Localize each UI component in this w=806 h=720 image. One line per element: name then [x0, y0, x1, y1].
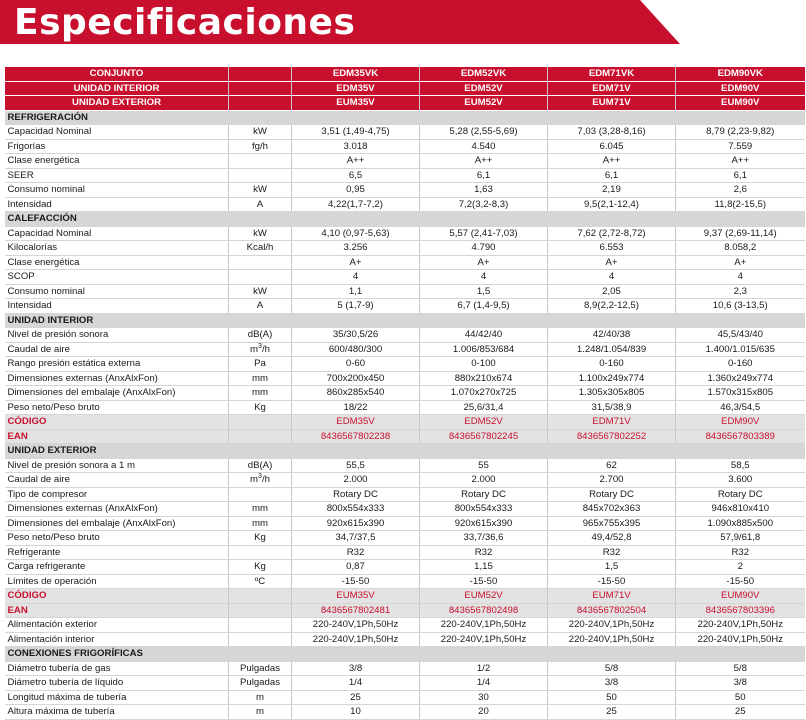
row-label: Intensidad: [5, 197, 229, 212]
value-cell: A+: [676, 255, 805, 270]
row-label: Dimensiones externas (AnxAlxFon): [5, 371, 229, 386]
model-cell: EDM90VK: [676, 67, 805, 81]
unit-cell: [229, 415, 292, 430]
value-cell: 3.018: [292, 139, 420, 154]
row-label: Dimensiones externas (AnxAlxFon): [5, 502, 229, 517]
title-banner: [0, 0, 806, 50]
value-cell: 880x210x674: [420, 371, 548, 386]
row-label: Alimentación interior: [5, 632, 229, 647]
unit-cell: mm: [229, 386, 292, 401]
value-cell: 2.000: [292, 473, 420, 488]
value-cell: 10: [292, 705, 420, 720]
value-cell: 1.090x885x500: [676, 516, 805, 531]
table-row: [5, 502, 805, 517]
row-label: Capacidad Nominal: [5, 226, 229, 241]
value-cell: 44/42/40: [420, 328, 548, 343]
row-label: Peso neto/Peso bruto: [5, 400, 229, 415]
value-cell: 220-240V,1Ph,50Hz: [420, 618, 548, 633]
value-cell: 25: [292, 690, 420, 705]
value-cell: 1.248/1.054/839: [548, 342, 676, 357]
value-cell: 5,57 (2,41-7,03): [420, 226, 548, 241]
value-cell: 220-240V,1Ph,50Hz: [676, 632, 805, 647]
value-cell: R32: [548, 545, 676, 560]
unit-cell: kW: [229, 125, 292, 140]
value-cell: 8,79 (2,23-9,82): [676, 125, 805, 140]
code-row: [5, 415, 805, 430]
unit-cell: A: [229, 197, 292, 212]
value-cell: 600/480/300: [292, 342, 420, 357]
unit-cell: [229, 618, 292, 633]
unit-cell: A: [229, 299, 292, 314]
value-cell: A+: [420, 255, 548, 270]
table-row: [5, 545, 805, 560]
value-cell: Rotary DC: [548, 487, 676, 502]
unit-cell: [229, 603, 292, 618]
value-cell: 25,6/31,4: [420, 400, 548, 415]
value-cell: A++: [292, 154, 420, 169]
code-value: EUM90V: [676, 589, 805, 604]
value-cell: 9,5(2,1-12,4): [548, 197, 676, 212]
value-cell: 3.600: [676, 473, 805, 488]
unit-cell: ºC: [229, 574, 292, 589]
value-cell: 0,87: [292, 560, 420, 575]
page-title: Especificaciones: [14, 2, 356, 43]
value-cell: 1/4: [420, 676, 548, 691]
value-cell: 3/8: [676, 676, 805, 691]
value-cell: 1/4: [292, 676, 420, 691]
value-cell: 3,51 (1,49-4,75): [292, 125, 420, 140]
header-row: [5, 67, 805, 81]
ean-value: 8436567802504: [548, 603, 676, 618]
row-label: Límites de operación: [5, 574, 229, 589]
value-cell: 50: [548, 690, 676, 705]
value-cell: 46,3/54,5: [676, 400, 805, 415]
unit-cell: Kcal/h: [229, 241, 292, 256]
unit-cell: [229, 154, 292, 169]
code-value: EDM52V: [420, 415, 548, 430]
value-cell: -15-50: [548, 574, 676, 589]
code-value: EDM90V: [676, 415, 805, 430]
value-cell: 220-240V,1Ph,50Hz: [548, 632, 676, 647]
model-cell: EDM71V: [548, 81, 676, 96]
value-cell: 5 (1,7-9): [292, 299, 420, 314]
row-label: Intensidad: [5, 299, 229, 314]
table-row: [5, 241, 805, 256]
value-cell: 5,28 (2,55-5,69): [420, 125, 548, 140]
section-title: REFRIGERACIÓN: [5, 110, 805, 125]
table-row: [5, 705, 805, 720]
value-cell: 18/22: [292, 400, 420, 415]
model-cell: EUM90V: [676, 96, 805, 111]
value-cell: 4: [676, 270, 805, 285]
model-cell: EDM35VK: [292, 67, 420, 81]
value-cell: 5/8: [548, 661, 676, 676]
value-cell: 2: [676, 560, 805, 575]
unit-cell: Pulgadas: [229, 676, 292, 691]
code-label: CÓDIGO: [5, 415, 229, 430]
row-label: Diámetro tubería de líquido: [5, 676, 229, 691]
row-label: Refrigerante: [5, 545, 229, 560]
value-cell: 25: [676, 705, 805, 720]
model-cell: EUM35V: [292, 96, 420, 111]
row-label: Diámetro tubería de gas: [5, 661, 229, 676]
unit-cell: dB(A): [229, 458, 292, 473]
unit-cell: [229, 487, 292, 502]
model-cell: EDM52VK: [420, 67, 548, 81]
section-title: UNIDAD INTERIOR: [5, 313, 805, 328]
value-cell: 2.700: [548, 473, 676, 488]
unit-cell: Pa: [229, 357, 292, 372]
section-header: [5, 313, 805, 328]
value-cell: 1.400/1.015/635: [676, 342, 805, 357]
model-cell: EDM52V: [420, 81, 548, 96]
value-cell: 220-240V,1Ph,50Hz: [292, 618, 420, 633]
value-cell: 800x554x333: [420, 502, 548, 517]
value-cell: 965x755x395: [548, 516, 676, 531]
unit-cell: [229, 429, 292, 444]
row-label: Caudal de aire: [5, 473, 229, 488]
ean-value: 8436567803389: [676, 429, 805, 444]
header-label: CONJUNTO: [5, 67, 229, 81]
value-cell: 6,1: [420, 168, 548, 183]
value-cell: 3/8: [292, 661, 420, 676]
row-label: Consumo nominal: [5, 183, 229, 198]
row-label: SEER: [5, 168, 229, 183]
value-cell: 7.559: [676, 139, 805, 154]
table-row: [5, 284, 805, 299]
value-cell: 1/2: [420, 661, 548, 676]
value-cell: 34,7/37,5: [292, 531, 420, 546]
table-row: [5, 197, 805, 212]
value-cell: 920x615x390: [292, 516, 420, 531]
header-row: [5, 96, 805, 111]
table-row: [5, 473, 805, 488]
model-cell: EDM71VK: [548, 67, 676, 81]
unit-cell: mm: [229, 516, 292, 531]
unit-cell: [229, 255, 292, 270]
value-cell: 700x200x450: [292, 371, 420, 386]
value-cell: 1,1: [292, 284, 420, 299]
table-row: [5, 270, 805, 285]
ean-value: 8436567802245: [420, 429, 548, 444]
value-cell: 8,9(2,2-12,5): [548, 299, 676, 314]
value-cell: 6.045: [548, 139, 676, 154]
value-cell: 1.006/853/684: [420, 342, 548, 357]
value-cell: 5/8: [676, 661, 805, 676]
value-cell: 946x810x410: [676, 502, 805, 517]
value-cell: 3.256: [292, 241, 420, 256]
value-cell: 2.000: [420, 473, 548, 488]
table-row: [5, 342, 805, 357]
value-cell: 4: [548, 270, 676, 285]
unit-cell: dB(A): [229, 328, 292, 343]
value-cell: R32: [292, 545, 420, 560]
value-cell: 6,7 (1,4-9,5): [420, 299, 548, 314]
model-cell: EDM90V: [676, 81, 805, 96]
row-label: Nivel de presión sonora a 1 m: [5, 458, 229, 473]
value-cell: 30: [420, 690, 548, 705]
header-label: UNIDAD EXTERIOR: [5, 96, 229, 111]
value-cell: 860x285x540: [292, 386, 420, 401]
value-cell: 7,62 (2,72-8,72): [548, 226, 676, 241]
row-label: Nivel de presión sonora: [5, 328, 229, 343]
row-label: Longitud máxima de tubería: [5, 690, 229, 705]
value-cell: 4,10 (0,97-5,63): [292, 226, 420, 241]
value-cell: 4,22(1,7-7,2): [292, 197, 420, 212]
table-row: [5, 371, 805, 386]
value-cell: 2,05: [548, 284, 676, 299]
table-row: [5, 560, 805, 575]
section-header: [5, 110, 805, 125]
value-cell: 35/30,5/26: [292, 328, 420, 343]
value-cell: 1,5: [420, 284, 548, 299]
row-label: Alimentación exterior: [5, 618, 229, 633]
value-cell: A++: [420, 154, 548, 169]
value-cell: -15-50: [292, 574, 420, 589]
table-row: [5, 299, 805, 314]
value-cell: 0-160: [548, 357, 676, 372]
table-row: [5, 328, 805, 343]
value-cell: 1,15: [420, 560, 548, 575]
unit-cell: fg/h: [229, 139, 292, 154]
table-row: [5, 531, 805, 546]
unit-cell: Kg: [229, 531, 292, 546]
value-cell: -15-50: [420, 574, 548, 589]
value-cell: 6,1: [676, 168, 805, 183]
value-cell: 220-240V,1Ph,50Hz: [676, 618, 805, 633]
table-row: [5, 458, 805, 473]
table-row: [5, 168, 805, 183]
header-spacer: [229, 67, 292, 81]
row-label: Kilocalorías: [5, 241, 229, 256]
code-label: CÓDIGO: [5, 589, 229, 604]
value-cell: Rotary DC: [292, 487, 420, 502]
value-cell: Rotary DC: [420, 487, 548, 502]
table-row: [5, 357, 805, 372]
model-cell: EUM71V: [548, 96, 676, 111]
value-cell: 800x554x333: [292, 502, 420, 517]
value-cell: 55,5: [292, 458, 420, 473]
model-cell: EDM35V: [292, 81, 420, 96]
table-row: [5, 690, 805, 705]
unit-cell: m: [229, 690, 292, 705]
value-cell: 1.100x249x774: [548, 371, 676, 386]
table-row: [5, 516, 805, 531]
code-value: EUM52V: [420, 589, 548, 604]
value-cell: 1,5: [548, 560, 676, 575]
value-cell: 2,6: [676, 183, 805, 198]
value-cell: 220-240V,1Ph,50Hz: [420, 632, 548, 647]
code-value: EDM71V: [548, 415, 676, 430]
table-row: [5, 226, 805, 241]
section-title: CONEXIONES FRIGORÍFICAS: [5, 647, 805, 662]
row-label: Altura máxima de tubería: [5, 705, 229, 720]
value-cell: 2,19: [548, 183, 676, 198]
value-cell: 45,5/43/40: [676, 328, 805, 343]
value-cell: R32: [676, 545, 805, 560]
row-label: Capacidad Nominal: [5, 125, 229, 140]
unit-cell: $m^3/h$: [229, 473, 292, 488]
value-cell: 25: [548, 705, 676, 720]
unit-cell: mm: [229, 502, 292, 517]
unit-cell: [229, 270, 292, 285]
section-header: [5, 444, 805, 459]
value-cell: 4: [420, 270, 548, 285]
row-label: Rango presión estática externa: [5, 357, 229, 372]
row-label: Frigorías: [5, 139, 229, 154]
value-cell: 4: [292, 270, 420, 285]
value-cell: 9,37 (2,69-11,14): [676, 226, 805, 241]
row-label: Dimensiones del embalaje (AnxAlxFon): [5, 386, 229, 401]
section-title: UNIDAD EXTERIOR: [5, 444, 805, 459]
value-cell: 62: [548, 458, 676, 473]
ean-value: 8436567802481: [292, 603, 420, 618]
table-row: [5, 400, 805, 415]
header-row: [5, 81, 805, 96]
unit-cell: [229, 545, 292, 560]
table-row: [5, 632, 805, 647]
unit-cell: Kg: [229, 560, 292, 575]
value-cell: 1.070x270x725: [420, 386, 548, 401]
table-row: [5, 618, 805, 633]
row-label: SCOP: [5, 270, 229, 285]
table-row: [5, 154, 805, 169]
value-cell: 20: [420, 705, 548, 720]
row-label: Consumo nominal: [5, 284, 229, 299]
table-row: [5, 676, 805, 691]
value-cell: R32: [420, 545, 548, 560]
table-row: [5, 139, 805, 154]
value-cell: 31,5/38,9: [548, 400, 676, 415]
table-row: [5, 386, 805, 401]
value-cell: 49,4/52,8: [548, 531, 676, 546]
value-cell: 4.790: [420, 241, 548, 256]
unit-cell: Kg: [229, 400, 292, 415]
unit-cell: Pulgadas: [229, 661, 292, 676]
value-cell: 0-160: [676, 357, 805, 372]
row-label: Dimensiones del embalaje (AnxAlxFon): [5, 516, 229, 531]
table-row: [5, 183, 805, 198]
ean-label: EAN: [5, 429, 229, 444]
code-value: EUM35V: [292, 589, 420, 604]
ean-value: 8436567802498: [420, 603, 548, 618]
value-cell: A++: [676, 154, 805, 169]
unit-cell: kW: [229, 284, 292, 299]
value-cell: 0-60: [292, 357, 420, 372]
value-cell: 845x702x363: [548, 502, 676, 517]
ean-value: 8436567802238: [292, 429, 420, 444]
row-label: Caudal de aire: [5, 342, 229, 357]
value-cell: 1.305x305x805: [548, 386, 676, 401]
section-title: CALEFACCIÓN: [5, 212, 805, 227]
value-cell: 8.058,2: [676, 241, 805, 256]
value-cell: 58,5: [676, 458, 805, 473]
value-cell: 1,63: [420, 183, 548, 198]
ean-row: [5, 429, 805, 444]
header-spacer: [229, 96, 292, 111]
value-cell: 6,1: [548, 168, 676, 183]
value-cell: 2,3: [676, 284, 805, 299]
value-cell: 220-240V,1Ph,50Hz: [548, 618, 676, 633]
value-cell: 55: [420, 458, 548, 473]
value-cell: -15-50: [676, 574, 805, 589]
value-cell: A+: [292, 255, 420, 270]
header-label: UNIDAD INTERIOR: [5, 81, 229, 96]
value-cell: 6,5: [292, 168, 420, 183]
unit-cell: $m^3/h$: [229, 342, 292, 357]
value-cell: 4.540: [420, 139, 548, 154]
unit-cell: [229, 632, 292, 647]
value-cell: Rotary DC: [676, 487, 805, 502]
value-cell: 33,7/36,6: [420, 531, 548, 546]
row-label: Clase energética: [5, 154, 229, 169]
table-row: [5, 661, 805, 676]
value-cell: 11,8(2-15,5): [676, 197, 805, 212]
unit-cell: mm: [229, 371, 292, 386]
unit-cell: [229, 168, 292, 183]
unit-cell: [229, 589, 292, 604]
ean-value: 8436567802252: [548, 429, 676, 444]
value-cell: 57,9/61,8: [676, 531, 805, 546]
value-cell: 0,95: [292, 183, 420, 198]
code-row: [5, 589, 805, 604]
code-value: EUM71V: [548, 589, 676, 604]
row-label: Carga refrigerante: [5, 560, 229, 575]
model-cell: EUM52V: [420, 96, 548, 111]
value-cell: A+: [548, 255, 676, 270]
value-cell: 1.570x315x805: [676, 386, 805, 401]
unit-cell: kW: [229, 226, 292, 241]
code-value: EDM35V: [292, 415, 420, 430]
row-label: Tipo de compresor: [5, 487, 229, 502]
table-row: [5, 125, 805, 140]
value-cell: 6.553: [548, 241, 676, 256]
table-row: [5, 487, 805, 502]
value-cell: 0-100: [420, 357, 548, 372]
header-spacer: [229, 81, 292, 96]
specifications-table: [4, 67, 805, 720]
unit-cell: m: [229, 705, 292, 720]
section-header: [5, 212, 805, 227]
table-row: [5, 255, 805, 270]
value-cell: 1.360x249x774: [676, 371, 805, 386]
row-label: Peso neto/Peso bruto: [5, 531, 229, 546]
value-cell: 920x615x390: [420, 516, 548, 531]
unit-cell: kW: [229, 183, 292, 198]
value-cell: 3/8: [548, 676, 676, 691]
section-header: [5, 647, 805, 662]
ean-label: EAN: [5, 603, 229, 618]
value-cell: 7,03 (3,28-8,16): [548, 125, 676, 140]
value-cell: 50: [676, 690, 805, 705]
table-row: [5, 574, 805, 589]
ean-row: [5, 603, 805, 618]
value-cell: 10,6 (3-13,5): [676, 299, 805, 314]
value-cell: 220-240V,1Ph,50Hz: [292, 632, 420, 647]
row-label: Clase energética: [5, 255, 229, 270]
value-cell: 42/40/38: [548, 328, 676, 343]
value-cell: 7,2(3,2-8,3): [420, 197, 548, 212]
value-cell: A++: [548, 154, 676, 169]
ean-value: 8436567803396: [676, 603, 805, 618]
